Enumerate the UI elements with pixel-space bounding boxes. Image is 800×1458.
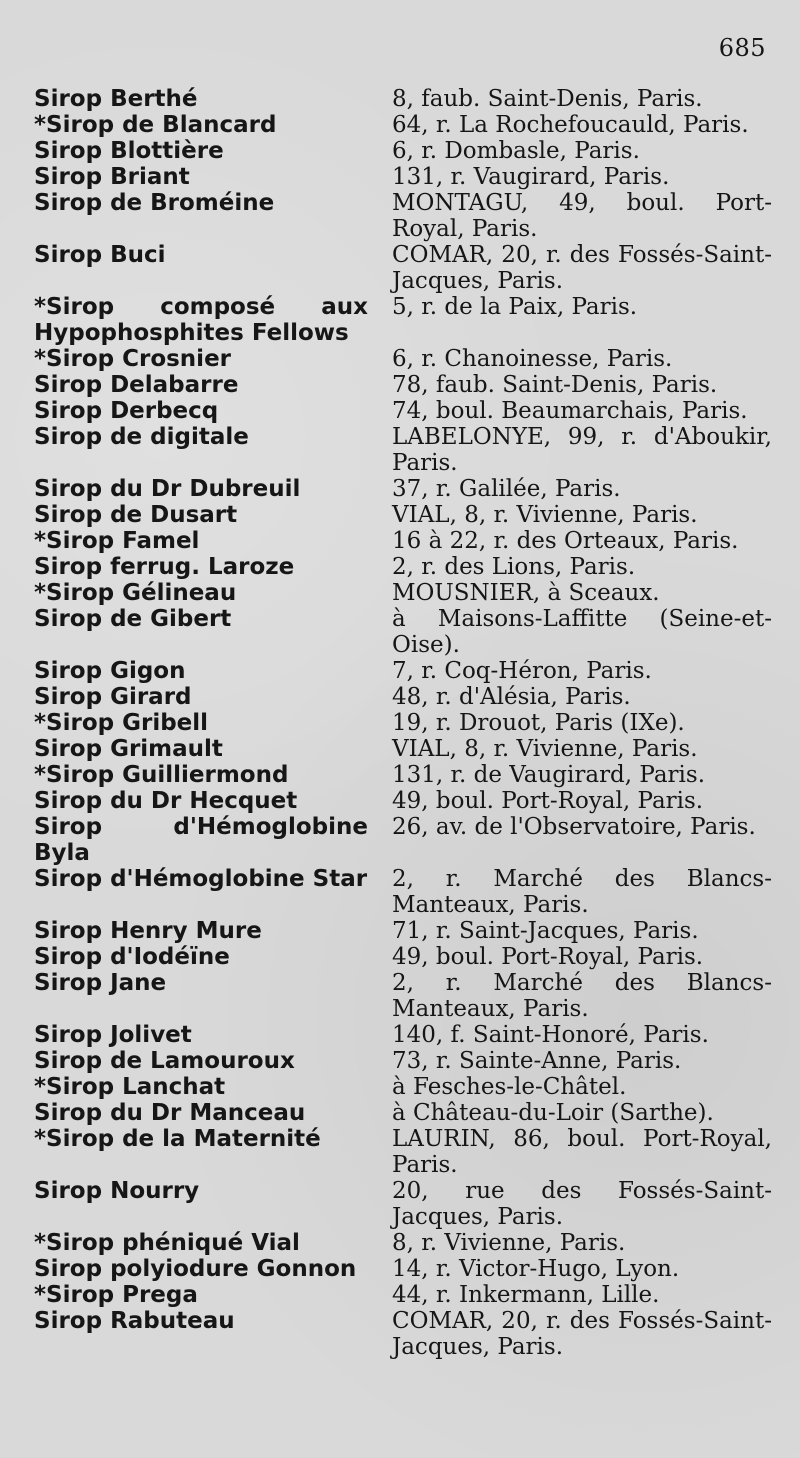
entry-name: Sirop d'Hémoglobine Byla	[34, 814, 368, 866]
entry-name: Sirop ferrug. Laroze	[34, 554, 295, 580]
entry-mure	[0, 918, 800, 944]
entry-name: Sirop Derbecq	[34, 398, 219, 424]
entry-address: COMAR, 20, r. des Fossés-Saint-Jacques, Paris.	[392, 242, 772, 294]
entry-guilliermond	[0, 762, 800, 788]
entry-name: *Sirop de la Maternité	[34, 1126, 321, 1152]
entry-address: 64, r. La Rochefoucauld, Paris.	[392, 112, 749, 138]
entry-name: Sirop de digitale	[34, 424, 249, 450]
entry-name: Sirop Girard	[34, 684, 192, 710]
entry-gelineau	[0, 580, 800, 606]
entry-prega	[0, 1282, 800, 1308]
entry-dusart	[0, 502, 800, 528]
entry-address: 5, r. de la Paix, Paris.	[392, 294, 638, 320]
entry-name: Sirop d'Iodéïne	[34, 944, 230, 970]
entry-address: MOUSNIER, à Sceaux.	[392, 580, 660, 606]
entry-phenique-vial	[0, 1230, 800, 1256]
entry-jane	[0, 970, 800, 1022]
entry-name: *Sirop Lanchat	[34, 1074, 226, 1100]
entry-gonnon	[0, 1256, 800, 1282]
entry-address: 71, r. Saint-Jacques, Paris.	[392, 918, 699, 944]
entry-rabuteau	[0, 1308, 800, 1360]
entry-name: Sirop Berthé	[34, 86, 198, 112]
entry-name: Sirop Henry Mure	[34, 918, 262, 944]
entry-name: Sirop Rabuteau	[34, 1308, 235, 1334]
entry-name: Sirop Nourry	[34, 1178, 200, 1204]
entry-name: Sirop polyiodure Gonnon	[34, 1256, 357, 1282]
entry-name: Sirop du Dr Manceau	[34, 1100, 306, 1126]
entry-address: 2, r. Marché des Blancs-Manteaux, Paris.	[392, 866, 772, 918]
entry-briant	[0, 164, 800, 190]
entry-address: 49, boul. Port-Royal, Paris.	[392, 944, 704, 970]
entry-address: à Château-du-Loir (Sarthe).	[392, 1100, 714, 1126]
entry-name: Sirop Jolivet	[34, 1022, 192, 1048]
entry-bromeine	[0, 190, 800, 242]
entry-name: *Sirop de Blancard	[34, 112, 277, 138]
entry-name: Sirop Grimault	[34, 736, 223, 762]
entry-address: 74, boul. Beaumarchais, Paris.	[392, 398, 748, 424]
entry-name: Sirop d'Hémoglobine Star	[34, 866, 368, 892]
entry-fellows	[0, 294, 800, 346]
entry-address: 20, rue des Fossés-Saint-Jacques, Paris.	[392, 1178, 772, 1230]
entry-name: *Sirop Crosnier	[34, 346, 232, 372]
entry-byla	[0, 814, 800, 866]
entry-address: 73, r. Sainte-Anne, Paris.	[392, 1048, 682, 1074]
entry-address: LAURIN, 86, boul. Port-Royal, Paris.	[392, 1126, 772, 1178]
entry-address: VIAL, 8, r. Vivienne, Paris.	[392, 736, 698, 762]
entry-address: 48, r. d'Alésia, Paris.	[392, 684, 631, 710]
entry-name: *Sirop Prega	[34, 1282, 198, 1308]
entry-name: Sirop Briant	[34, 164, 190, 190]
entry-famel	[0, 528, 800, 554]
entry-name: Sirop Blottière	[34, 138, 224, 164]
entry-hecquet	[0, 788, 800, 814]
entry-name: Sirop Jane	[34, 970, 167, 996]
entry-buci	[0, 242, 800, 294]
entry-address: à Fesches-le-Châtel.	[392, 1074, 627, 1100]
entry-address: COMAR, 20, r. des Fossés-Saint-Jacques, Paris.	[392, 1308, 772, 1360]
entry-grimault	[0, 736, 800, 762]
entry-name: Sirop Gigon	[34, 658, 186, 684]
entry-name: Sirop de Broméine	[34, 190, 275, 216]
entry-blottiere	[0, 138, 800, 164]
entry-crosnier	[0, 346, 800, 372]
entry-star	[0, 866, 800, 918]
entry-blancard	[0, 112, 800, 138]
entry-address: LABELONYE, 99, r. d'Aboukir, Paris.	[392, 424, 772, 476]
entry-address: VIAL, 8, r. Vivienne, Paris.	[392, 502, 698, 528]
entry-address: 8, faub. Saint-Denis, Paris.	[392, 86, 703, 112]
entry-girard	[0, 684, 800, 710]
entry-address: 140, f. Saint-Honoré, Paris.	[392, 1022, 709, 1048]
entry-name: Sirop de Gibert	[34, 606, 232, 632]
entry-address: 44, r. Inkermann, Lille.	[392, 1282, 660, 1308]
entry-berthe	[0, 86, 800, 112]
entry-address: 16 à 22, r. des Orteaux, Paris.	[392, 528, 739, 554]
entry-address: 19, r. Drouot, Paris (IXe).	[392, 710, 685, 736]
entry-lanchat	[0, 1074, 800, 1100]
entry-name: *Sirop phéniqué Vial	[34, 1230, 300, 1256]
entry-address: 8, r. Vivienne, Paris.	[392, 1230, 626, 1256]
entry-address: 37, r. Galilée, Paris.	[392, 476, 621, 502]
entry-address: 49, boul. Port-Royal, Paris.	[392, 788, 704, 814]
entry-laroze	[0, 554, 800, 580]
entry-name: Sirop Buci	[34, 242, 166, 268]
entry-name: *Sirop Guilliermond	[34, 762, 289, 788]
entry-name: *Sirop Gribell	[34, 710, 209, 736]
entry-address: 78, faub. Saint-Denis, Paris.	[392, 372, 718, 398]
page-number: 685	[718, 34, 766, 62]
entry-name: Sirop de Dusart	[34, 502, 238, 528]
entry-address: 6, r. Dombasle, Paris.	[392, 138, 640, 164]
entry-gibert	[0, 606, 800, 658]
entry-nourry	[0, 1178, 800, 1230]
entry-address: MONTAGU, 49, boul. Port-Royal, Paris.	[392, 190, 772, 242]
entry-derbecq	[0, 398, 800, 424]
entry-manceau	[0, 1100, 800, 1126]
entry-address: 26, av. de l'Observatoire, Paris.	[392, 814, 756, 840]
entry-name: *Sirop Gélineau	[34, 580, 237, 606]
entry-address: 6, r. Chanoinesse, Paris.	[392, 346, 673, 372]
entry-dubreuil	[0, 476, 800, 502]
entry-lamouroux	[0, 1048, 800, 1074]
entry-name: Sirop Delabarre	[34, 372, 239, 398]
entry-list	[0, 86, 800, 1360]
entry-name: Sirop du Dr Dubreuil	[34, 476, 301, 502]
entry-jolivet	[0, 1022, 800, 1048]
entry-gigon	[0, 658, 800, 684]
entry-address: 131, r. de Vaugirard, Paris.	[392, 762, 706, 788]
entry-address: 2, r. des Lions, Paris.	[392, 554, 636, 580]
entry-name: *Sirop Famel	[34, 528, 200, 554]
entry-address: 14, r. Victor-Hugo, Lyon.	[392, 1256, 680, 1282]
entry-name: Sirop de Lamouroux	[34, 1048, 295, 1074]
entry-delabarre	[0, 372, 800, 398]
entry-address: 7, r. Coq-Héron, Paris.	[392, 658, 652, 684]
entry-address: 2, r. Marché des Blancs-Manteaux, Paris.	[392, 970, 772, 1022]
entry-address: 131, r. Vaugirard, Paris.	[392, 164, 670, 190]
entry-address: à Maisons-Laffitte (Seine-et-Oise).	[392, 606, 772, 658]
entry-name: *Sirop composé aux Hypophosphites Fellows	[34, 294, 368, 346]
entry-digitale	[0, 424, 800, 476]
entry-iodeine	[0, 944, 800, 970]
entry-name: Sirop du Dr Hecquet	[34, 788, 298, 814]
entry-maternite	[0, 1126, 800, 1178]
entry-gribell	[0, 710, 800, 736]
